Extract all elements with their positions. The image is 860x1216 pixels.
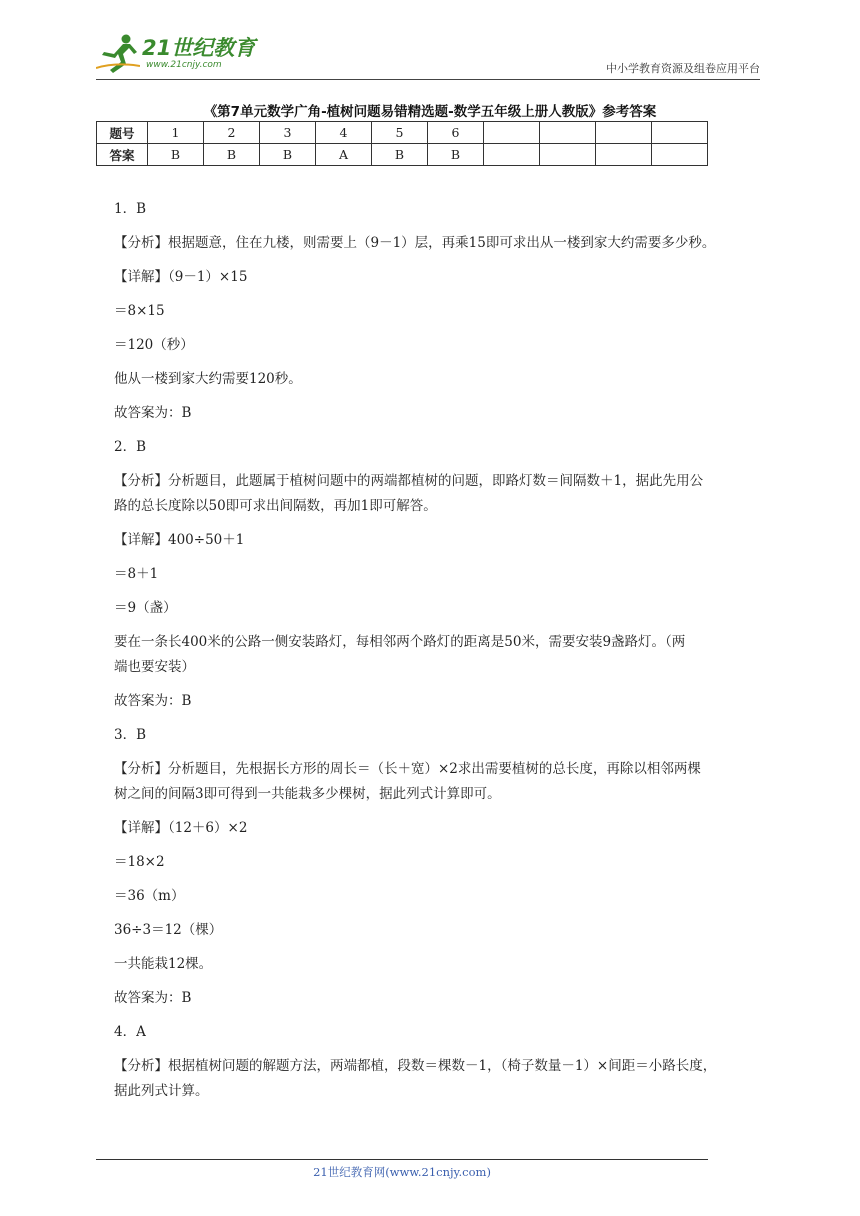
question-number: 4．A [114,1024,146,1040]
final-answer-line: 故答案为：B [114,990,192,1006]
answer-table-row-numbers [97,122,708,144]
logo-url: www.21cnjy.com [146,60,222,70]
solution-line: ＝8＋1 [114,566,159,582]
table-cell [484,144,540,166]
analysis-line: 【分析】根据植树问题的解题方法，两端都植，段数＝棵数－1，（椅子数量－1）×间距＝小路长度， [114,1058,717,1074]
header-divider [96,79,760,80]
conclusion-line: 一共能栽12棵。 [114,956,213,972]
table-cell: 5 [372,122,428,144]
table-cell [652,144,708,166]
solution-line: ＝120（秒） [114,337,194,353]
solution-line: 36÷3＝12（棵） [114,922,223,938]
solution-line: ＝8×15 [114,303,165,319]
table-cell [652,122,708,144]
analysis-line-cont: 路的总长度除以50即可求出间隔数，再加1即可解答。 [114,498,437,514]
footer-text: 21世纪教育网(www.21cnjy.com) [313,1165,491,1179]
page-header [96,28,760,78]
row-label-number: 题号 [97,122,148,144]
question-number: 2．B [114,439,147,455]
conclusion-line-cont: 端也要安装） [114,659,195,675]
table-cell: 4 [316,122,372,144]
solution-line: 【详解】400÷50＋1 [114,532,245,548]
runner-logo-icon [96,32,140,74]
table-cell: 3 [260,122,316,144]
final-answer-line: 故答案为：B [114,405,192,421]
site-logo [96,28,266,78]
answer-table-row-answers [97,144,708,166]
analysis-line-cont: 树之间的间隔3即可得到一共能栽多少棵树，据此列式计算即可。 [114,786,501,802]
footer-divider [96,1159,708,1160]
question-number: 3．B [114,727,147,743]
analysis-line: 【分析】根据题意，住在九楼，则需要上（9－1）层，再乘15即可求出从一楼到家大约需要多少秒。 [114,235,716,251]
answer-explanations [114,198,764,1114]
table-cell: A [316,144,372,166]
question-number: 1．B [114,201,147,217]
table-cell [596,122,652,144]
logo-text: 21世纪教育 [142,36,256,60]
table-cell: 6 [428,122,484,144]
conclusion-line: 要在一条长400米的公路一侧安装路灯，每相邻两个路灯的距离是50米，需要安装9盏路灯。（两 [114,634,686,650]
table-cell: 2 [204,122,260,144]
table-cell [596,144,652,166]
final-answer-line: 故答案为：B [114,693,192,709]
platform-label: 中小学教育资源及组卷应用平台 [606,62,760,75]
solution-line: 【详解】（9－1）×15 [114,269,248,285]
table-cell: B [428,144,484,166]
table-cell: 1 [148,122,204,144]
solution-line: ＝18×2 [114,854,165,870]
document-title: 《第7单元数学广角-植树问题易错精选题-数学五年级上册人教版》参考答案 [203,104,657,120]
solution-line: ＝36（m） [114,888,185,904]
table-cell: B [204,144,260,166]
table-cell [484,122,540,144]
answer-table [96,121,708,166]
table-cell: B [260,144,316,166]
analysis-line-cont: 据此列式计算。 [114,1083,209,1099]
conclusion-line: 他从一楼到家大约需要120秒。 [114,371,302,387]
analysis-line: 【分析】分析题目，此题属于植树问题中的两端都植树的问题，即路灯数＝间隔数＋1，据此先用公 [114,473,704,489]
solution-line: ＝9（盏） [114,600,177,616]
table-cell: B [372,144,428,166]
analysis-line: 【分析】分析题目，先根据长方形的周长＝（长＋宽）×2求出需要植树的总长度，再除以相邻两棵 [114,761,701,777]
solution-line: 【详解】（12＋6）×2 [114,820,248,836]
row-label-answer: 答案 [97,144,148,166]
table-cell [540,122,596,144]
table-cell [540,144,596,166]
table-cell: B [148,144,204,166]
